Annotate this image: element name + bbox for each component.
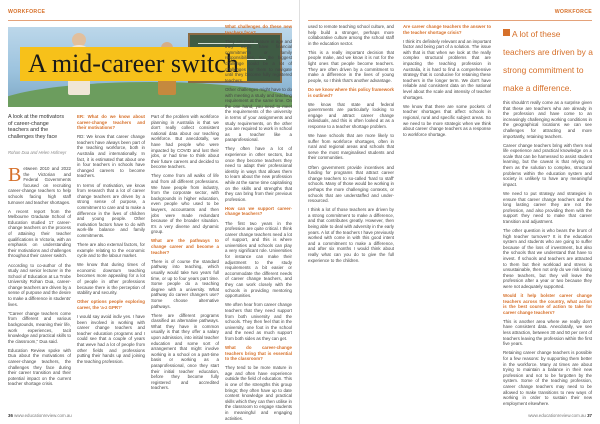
- paragraph: We have schools that are more likely to suffer from workforce shortages, often in rural and regional areas and schools that serve the most marginalised students and their communities.: [308, 133, 394, 161]
- paragraph-text: etween 2010 and 2022 the Victorian and Federal Governments focused on recruiting career-change teachers to help schools facing high staff turnover and teacher shortages.: [8, 166, 71, 205]
- paragraph: There is of course the standard pathway into teaching, which usually would take two years full time, or up to four years part time. Some people do a teaching degree with a university. What pathway do career changers use? Some choose alternative pathways.: [151, 258, 219, 309]
- paragraph: They often have a lot of experience in other sectors, but once they become teachers they need to adapt their professional identity in ways that allows them to learn about the new profession while at the same time capitalising on the skills and strengths that they can bring from their previous profession.: [225, 146, 292, 202]
- article-title: A mid-career switch: [20, 47, 247, 81]
- paragraph: I think it's definitely relevant and an important factor and being part of a solution. The issue with that is that when we look at the really complex structural problems that are impacting the teaching profession in Australia, it is hard to find a comprehensive strategy that is conducive for retaining these teachers in the longer term. We don't have reliable and consistent data on the national level about the scale and intensity of teacher shortages.: [403, 38, 491, 100]
- paragraph: I think a lot of those teachers are driven by a strong commitment to make a difference, and that contributes greatly. However, then being able to deal with adversity in the early years. A lot of the teachers I have previously worked with come in with this good intent and a commitment to make a difference, and after six months I would think about really what can you do to give the full experience to the children.: [308, 207, 394, 263]
- paragraph: We need to put strategy and strategies in ensure that career change teachers and the long lasting career they are not the profession, and also providing them with the support they need to make that career transition and adjustment.: [503, 190, 592, 224]
- header-rule: [8, 20, 292, 21]
- site-url: www.educationreview.com.au: [528, 413, 586, 418]
- paragraph: In terms of motivation, we know from research that a lot of career change teachers are driven by a strong sense of purpose, a commitment to care and to make a difference in the lives of children and young people. Other motivation factors have to do with work-life balance and family commitments.: [77, 182, 145, 238]
- question-heading: Are career change teachers the answer to the teacher shortage crisis?: [403, 24, 491, 35]
- question-heading: What challenges do these new teachers face?: [225, 24, 292, 35]
- paragraph: This is a really important decision that people make, and we know it is not for the light ones that people become teachers. They are often driven by a commitment to make a difference in the lives of young people, so I think that's another advantage.: [308, 49, 394, 83]
- paragraph: Career change teachers bring with them real life experience and practical knowledge on a scale that can be harnessed to assist student learning, but the caveat is that relying on them as the solution to complex, structural problems within the education system and society is unlikely to have any meaningful impact.: [503, 142, 592, 187]
- header-rule: [308, 20, 592, 21]
- section-tag: WORKFORCE: [554, 9, 592, 15]
- paragraph: There are different programs classified as alternative pathways. What they have in common usually is that they offer a salary upon admission, into initial teacher education and some sort of arrangement that might involve working in a school on a part-time basis or working as a paraprofessional, once they start their initial teacher education, before they become fully registered and accredited teachers.: [151, 312, 219, 391]
- paragraph: A recent report from the Melbourne Graduate School of Education studied 17 career-change teachers on the process of attaining their teacher qualifications in Victoria, with an emphasis on understanding their motivations and challenges throughout their career switch.: [8, 208, 71, 259]
- standfirst: A look at the motivators of career-change teachers and the challenges they face: [8, 114, 65, 140]
- paragraph: We know that there are some pockets of teacher shortages that affect schools in regional, rural and specific subject areas. So we need to be more strategic when we think about career change teachers as a response to workforce shortage.: [403, 103, 491, 137]
- paragraph: [8, 166, 71, 205]
- page-number: 37: [587, 413, 592, 418]
- paragraph: "Career change teachers come from different and various backgrounds, meaning their life, work experiences, tacit knowledge and practical skills to the classroom," Dua said.: [8, 310, 71, 344]
- paragraph: There are also external factors, for example relating to the economic cycle and to the labour market.: [77, 241, 145, 259]
- paragraph: Often government provide incentives and funding for programs that attract career change teachers to so-called 'hard to staff' schools. Many of those would be working in perhaps the more challenging contexts, or schools that are understaffed and under-resourced.: [308, 164, 394, 204]
- paragraph: They come from all walks of life and from all different professions. We have people from industry, from the corporate sector, with backgrounds in higher education, even people who used to be lawyers, accountants and then jobs were made redundant because of the broader situation. It's a very diverse and dynamic group.: [151, 173, 219, 235]
- paragraph: Education Review spoke with Dua about the motivations of career-change teachers, the challenges they face during their career transition and their potential impact on the current teacher shortage crisis.: [8, 347, 71, 387]
- text-column-1: [308, 24, 394, 406]
- page-number: 36: [8, 413, 13, 418]
- paragraph: Other challenges might have to do with meeting a study and teaching requirement at the same time. On the one hand, you need to meet the requirements of the university in terms of your assignments and study requirements, on the other you are required to work in school as a teacher like a paraprofessional.: [225, 86, 292, 143]
- text-column-3: [503, 100, 592, 406]
- paragraph: They tend to be more mature in age and often have experience outside the field of education. This is one of the strengths this group brings; they often have up to date content knowledge and practical skills which they can then utilise in the classroom to engage students in meaningful and engaging activities.: [225, 365, 292, 421]
- text-column-1: [8, 166, 71, 406]
- section-tag: WORKFORCE: [8, 9, 46, 15]
- paragraph: We know that state and federal governments are particularly looking to engage and attract career change individuals, and this is often looked at as a response to a teacher shortage problem.: [308, 101, 394, 129]
- pull-quote-text: A lot of these teachers are driven by a strong commitment to make a difference.: [503, 29, 593, 93]
- paragraph: Part of the problem with workforce planning in Australia is that we don't really collect consistent national data about our teaching workforce. But anecdotally, we have had people who were impacted by COVID and lost their jobs, or had time to think about their future careers and decided to become teachers.: [151, 114, 219, 170]
- square-bullet-icon: [503, 29, 510, 36]
- paragraph: The other question is who bears the brunt of high teacher turnover? It is the education system and students who are going to suffer because of the loss of investment, but also the schools that we understand that have to invest. If schools and teachers are attracted to them but their workload and stress is unsustainable, then not only do we risk losing these teachers, but they will leave the profession after a year or two because they were not adequately supported.: [503, 227, 592, 289]
- text-column-2: [77, 114, 145, 406]
- question-heading: How can we support career-change teachers?: [225, 205, 292, 217]
- text-column-4: [225, 24, 292, 421]
- paragraph: used to remote teaching school culture, and help build a stronger, perhaps more collaborative culture among the school staff in the education sector.: [308, 24, 394, 46]
- site-url: www.educationreview.com.au: [14, 413, 72, 418]
- paragraph: We often hear from career change teachers that they need support from both university and the schools. They then feel that in the university, one foot in the school and the need as much support from both sides as they can get.: [225, 302, 292, 341]
- paragraph: They are more mature in age and they might have financial commitments or family responsibilities, so the biggest challenge could be a lot of challenges for them to navigate until they become fully registered teachers.: [225, 38, 292, 83]
- question-heading: ER: What do we know about career-change teachers and their motivations?: [77, 114, 145, 131]
- paragraph: This is another area where we really don't have consistent data. Anecdotally, we see less attraction, between 30 and 50 per cent of teachers leaving the profession within the first five years.: [503, 318, 592, 347]
- drop-cap: B: [8, 164, 22, 186]
- folio: [8, 413, 72, 418]
- paragraph: We know that during times of economic downturn teaching becomes more appealing for a lot of people in other professions because there is the perception of stability and security.: [77, 262, 145, 296]
- paragraph: RD: We know that career change teachers have always been part of the teaching workforce, both in Australia and internationally. In fact, it is estimated that about one in four teachers in schools have changed careers to become teachers.: [77, 134, 145, 179]
- question-heading: Other options people exploring career, the 'a-z GPR?': [77, 299, 145, 310]
- paragraph: this shouldn't really come as a surprise given that these are teachers who are already in the profession and have come to an increasingly challenging working conditions in the geographical locations we can see challenges for attracting and more importantly, retaining teachers.: [503, 100, 592, 139]
- byline: Rohan Dua and Helen Hofmeyr: [8, 150, 67, 155]
- text-column-3: [151, 114, 219, 406]
- paragraph: Retaining career change teachers is possible for a few reasons: by supporting them better in the workforce. Many at times are about trying to maintain a balance in their new profession and not to be forgotten by the system. Some of the teaching profession, career change teachers may need to be allowed to make transitions to new ways of working in order to sustain their new employment elsewhere.: [503, 350, 592, 406]
- text-column-2: [403, 24, 491, 406]
- folio: [528, 413, 592, 418]
- paragraph: The first two years in the profession are quite critical. I think career change teachers need a lot of support, and this is where universities and schools can play a very significant role. Universities for instance can make their adjustment to the study requirements a bit easier or accommodate the different needs of career change teachers, and they can work closely with the schools in providing mentoring opportunities.: [225, 220, 292, 299]
- right-page: [300, 0, 600, 424]
- question-heading: Would it help bolster career change teachers across the country, what action is the best course of action to take for career change teachers?: [503, 293, 592, 315]
- pull-quote: [503, 24, 593, 96]
- question-heading: What do career-change teachers bring that is essential to the classroom?: [225, 344, 292, 362]
- paragraph: According to co-author of the study and senior lecturer in the School of Education at La Trobe University Rohan Dua, career-change teachers are driven by a sense of purpose and the desire to make a difference in students' lives.: [8, 262, 71, 307]
- question-heading: Do we know where this policy framework is outlined?: [308, 86, 394, 98]
- paragraph: I would say avoid indiv yes. I have been involved in working with career change teachers and teacher education programs and I could see that a couple of years that weve had a lot of people from other fields and professions putting their hands up and joining the teaching profession.: [77, 314, 145, 364]
- question-heading: What are the pathways to change career and become a teacher?: [151, 238, 219, 255]
